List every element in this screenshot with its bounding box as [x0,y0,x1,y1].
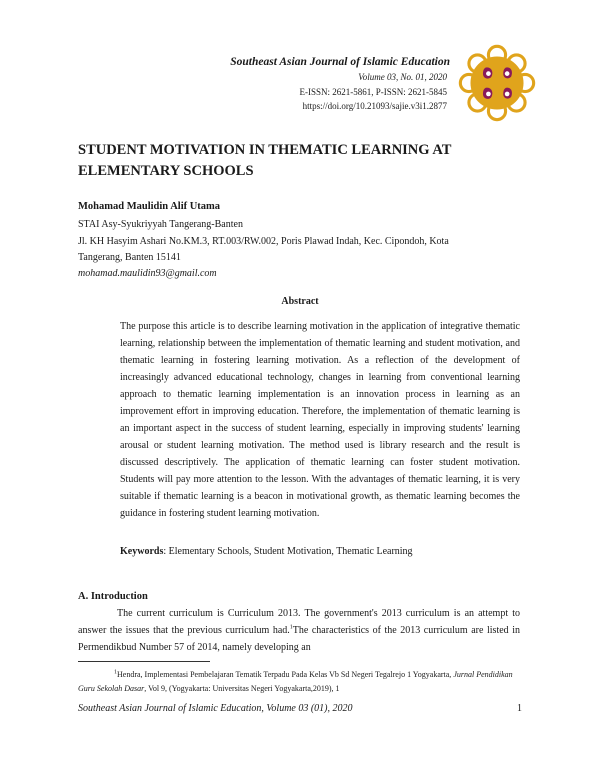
journal-logo-icon [458,44,536,122]
journal-doi[interactable]: https://doi.org/10.21093/sajie.v3i1.2877 [302,101,447,111]
intro-text-part1: The current curriculum is Curriculum 2013. The government's 2013 curriculum is an attempt to answer the issues that the previous curriculum had. [78,608,520,636]
journal-issn: E-ISSN: 2621-5861, P-ISSN: 2621-5845 [299,87,447,97]
footnote [78,668,520,696]
author-email[interactable]: mohamad.maulidin93@gmail.com [78,268,217,279]
keywords-text: : Elementary Schools, Student Motivation, Thematic Learning [163,546,413,557]
keywords [120,546,520,557]
abstract-body: The purpose this article is to describe learning motivation in the application of integrative thematic learning, relationship between the implementation of thematic learning and student motivation, and thematic learning in fostering learning motivation. As a reflection of the development of increasingly advanced educational technology, changes in learning from conventional learning approach to thematic learning implementation is an innovation process in learning as an improvement effort in improving education. Therefore, the implementation of thematic learning is an important aspect in the success of student learning, especially in improving students' learning arousal or student learning motivation. The method used is library research and the result is discussed descriptively. The application of thematic learning can foster student motivation. Students will pay more attention to the lesson. With the advantages of thematic learning, it is very suitable if thematic learning is a beacon in motivational growth, as thematic learning becomes the guidance in fostering student learning motivation. [120,321,520,519]
introduction-paragraph [78,605,520,656]
section-heading-introduction: A. Introduction [78,591,148,602]
footnote-text-part2: , Vol 9, (Yogyakarta: Universitas Negeri Yogyakarta,2019), 1 [144,684,340,693]
footnote-journal: Jurnal Pendidikan Guru Sekolah Dasar [78,670,513,693]
footnote-divider [78,661,210,662]
article-title: STUDENT MOTIVATION IN THEMATIC LEARNING AT ELEMENTARY SCHOOLS [78,142,452,179]
keywords-label: Keywords [120,546,164,557]
footer-citation: Southeast Asian Journal of Islamic Education, Volume 03 (01), 2020 [78,703,353,714]
author-name: Mohamad Maulidin Alif Utama [78,201,221,212]
author-address-line2: Tangerang, Banten 15141 [78,252,181,263]
journal-volume: Volume 03, No. 01, 2020 [358,72,447,82]
footnote-text-part1: Hendra, Implementasi Pembelajaran Tematik Terpadu Pada Kelas Vb Sd Negeri Tegalrejo 1 Yogyakarta, [117,670,454,679]
journal-name: Southeast Asian Journal of Islamic Education [230,56,450,68]
abstract-heading: Abstract [281,296,319,307]
footnote-number: 1 [114,669,117,676]
author-address-line1: Jl. KH Hasyim Ashari No.KM.3, RT.003/RW.002, Poris Plawad Indah, Kec. Cipondoh, Kota [78,236,449,247]
footnote-ref[interactable]: 1 [289,624,293,631]
page-number: 1 [517,703,522,714]
author-institution: STAI Asy-Syukriyyah Tangerang-Banten [78,219,243,230]
intro-text-part2: The characteristics of the 2013 curriculum are listed in Permendikbud Number 57 of 2014, namely developing an [78,625,520,653]
